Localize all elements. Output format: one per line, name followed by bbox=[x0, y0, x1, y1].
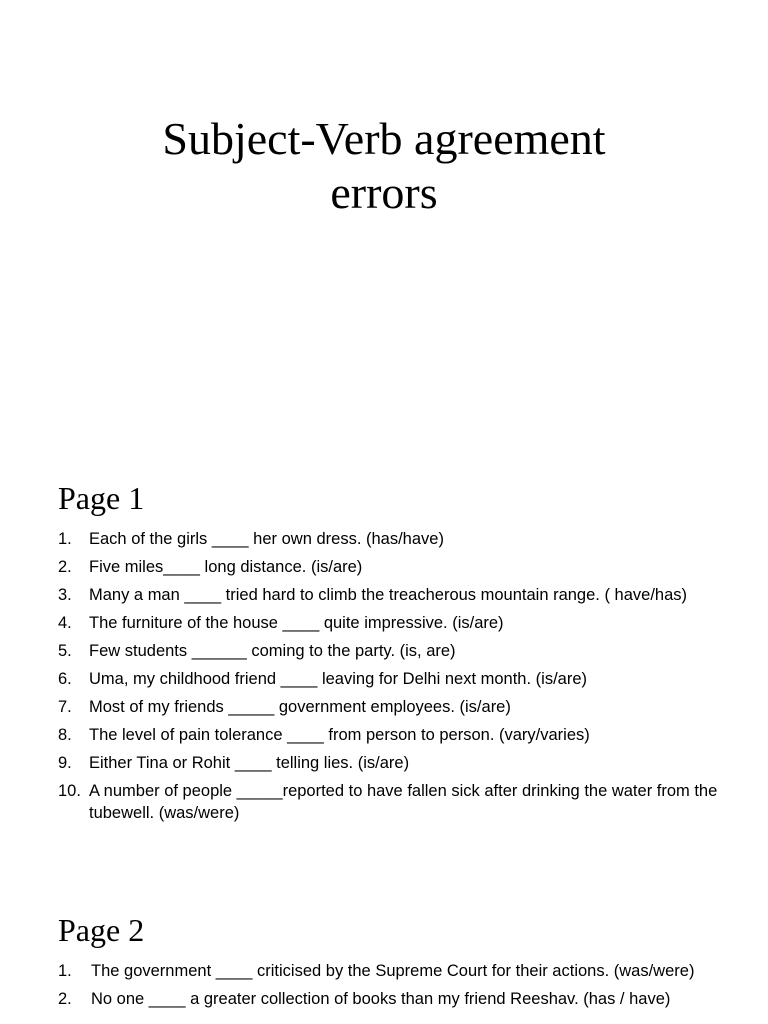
question-text: Five miles____ long distance. (is/are) bbox=[89, 558, 363, 576]
question-text: Uma, my childhood friend ____ leaving for Delhi next month. (is/are) bbox=[89, 670, 587, 688]
section-page-2 bbox=[58, 912, 738, 1016]
question-text: The level of pain tolerance ____ from person to person. (vary/varies) bbox=[89, 726, 590, 744]
question-number: 3. bbox=[58, 586, 72, 604]
question-number: 2. bbox=[58, 990, 72, 1008]
question-text: Most of my friends _____ government employees. (is/are) bbox=[89, 698, 511, 716]
question-text: A number of people _____reported to have fallen sick after drinking the water from the tubewell. (was/were) bbox=[89, 782, 718, 822]
document-title bbox=[0, 112, 768, 220]
question-number: 2. bbox=[58, 558, 72, 576]
question-item bbox=[58, 724, 738, 746]
question-text: Each of the girls ____ her own dress. (has/have) bbox=[89, 530, 444, 548]
question-text: Either Tina or Rohit ____ telling lies. (is/are) bbox=[89, 754, 410, 772]
question-text: No one ____ a greater collection of books than my friend Reeshav. (has / have) bbox=[91, 990, 671, 1008]
title-line-1: Subject-Verb agreement bbox=[162, 113, 606, 164]
question-text: Many a man ____ tried hard to climb the treacherous mountain range. ( have/has) bbox=[89, 586, 687, 604]
question-number: 6. bbox=[58, 670, 72, 688]
question-text: The government ____ criticised by the Supreme Court for their actions. (was/were) bbox=[91, 962, 695, 980]
question-number: 9. bbox=[58, 754, 72, 772]
section-heading: Page 2 bbox=[58, 912, 145, 948]
section-heading: Page 1 bbox=[58, 480, 145, 516]
question-number: 1. bbox=[58, 530, 72, 548]
question-number: 7. bbox=[58, 698, 72, 716]
question-item bbox=[58, 640, 738, 662]
question-item bbox=[58, 556, 738, 578]
question-item bbox=[58, 696, 738, 718]
question-text: Few students ______ coming to the party. (is, are) bbox=[89, 642, 456, 660]
section-page-1 bbox=[58, 480, 738, 830]
question-number: 4. bbox=[58, 614, 72, 632]
question-number: 1. bbox=[58, 962, 72, 980]
question-item bbox=[58, 612, 738, 634]
question-number: 10. bbox=[58, 782, 81, 800]
question-text: The furniture of the house ____ quite impressive. (is/are) bbox=[89, 614, 504, 632]
question-item bbox=[58, 960, 738, 982]
question-item bbox=[58, 988, 738, 1010]
question-item bbox=[58, 668, 738, 690]
question-number: 8. bbox=[58, 726, 72, 744]
question-list bbox=[58, 528, 738, 824]
question-item bbox=[58, 584, 738, 606]
question-item bbox=[58, 752, 738, 774]
title-line-2: errors bbox=[330, 167, 438, 218]
question-item bbox=[58, 780, 738, 824]
question-number: 5. bbox=[58, 642, 72, 660]
question-list bbox=[58, 960, 738, 1010]
question-item bbox=[58, 528, 738, 550]
